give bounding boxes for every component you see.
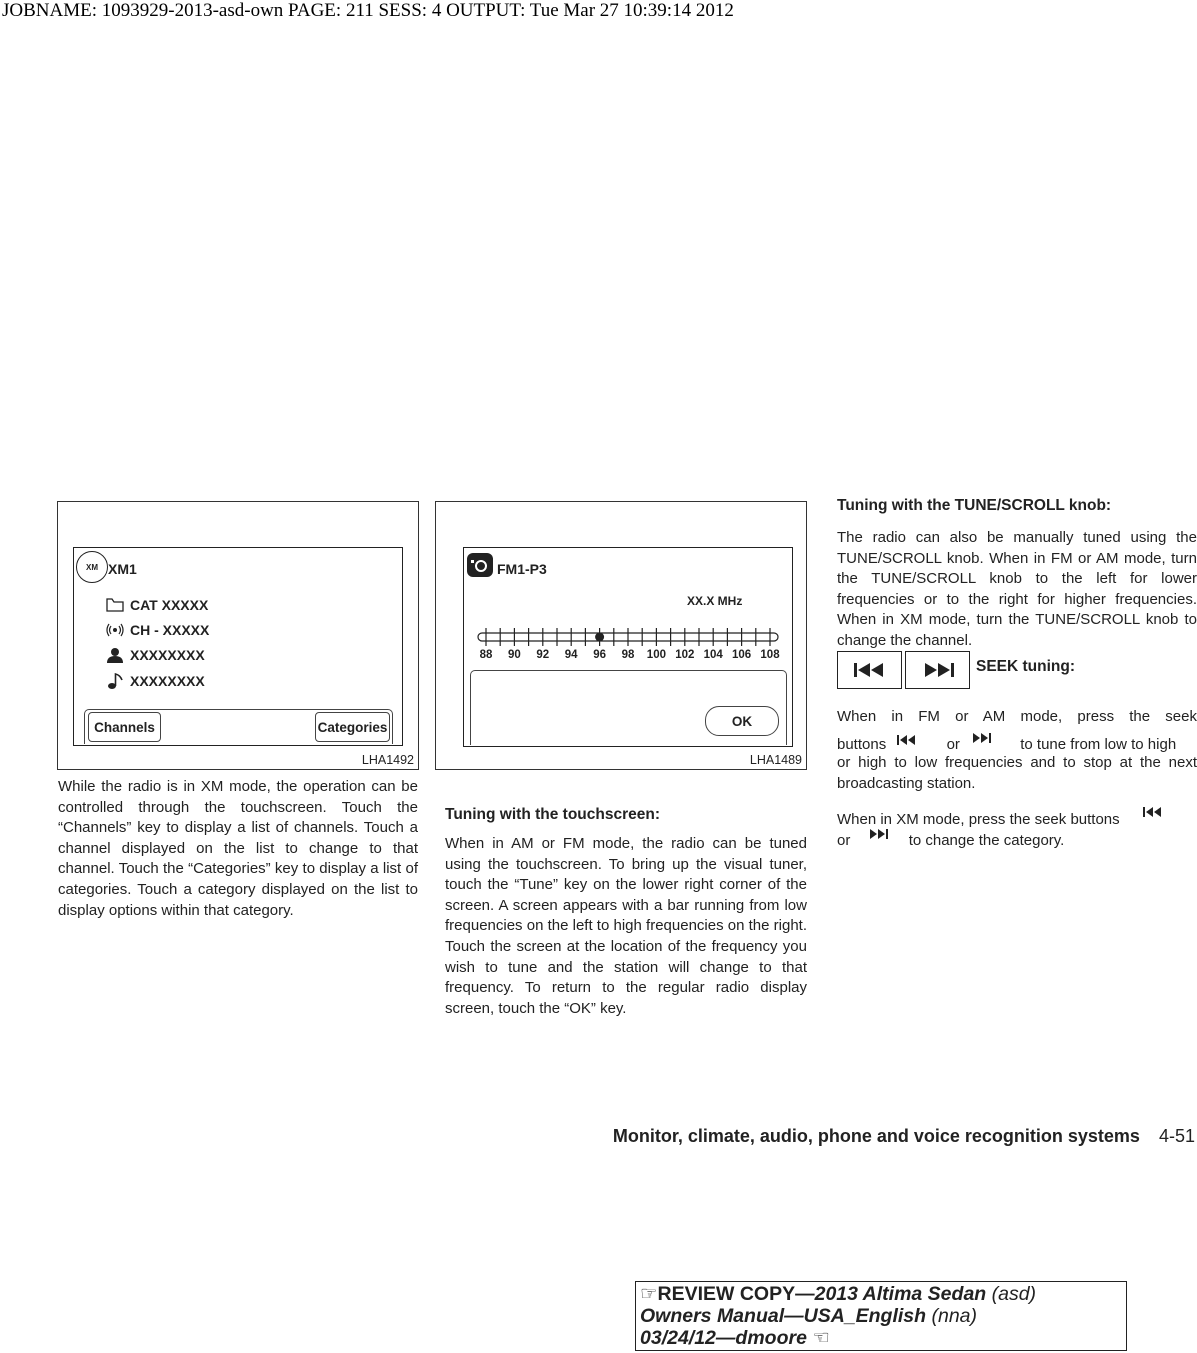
fm-band-title: FM1-P3 (497, 561, 547, 577)
xm-seek-text: or (837, 832, 851, 849)
page-footer (613, 1126, 1195, 1147)
review-copy-box (635, 1281, 1127, 1351)
xm-seek-text: When in XM mode, press the seek buttons (837, 811, 1120, 828)
frequency-label: 92 (536, 649, 550, 661)
xm-song-label: XXXXXXXX (130, 673, 205, 689)
frequency-label: 96 (593, 649, 606, 661)
figure-code: LHA1492 (361, 753, 414, 767)
manual-name: Owners Manual—USA_English (640, 1305, 927, 1327)
seek-forward-icon (970, 732, 992, 744)
xm-list-item[interactable] (106, 597, 208, 613)
frequency-scale[interactable] (476, 624, 780, 650)
xm-channel-label: CH - XXXXX (130, 622, 210, 638)
seek-back-icon (1142, 806, 1164, 818)
xm-band-title: XM1 (108, 561, 137, 577)
touchscreen-tuning-heading: Tuning with the touchscreen: (445, 806, 660, 823)
figure-code: LHA1489 (749, 753, 802, 767)
review-line-2 (640, 1305, 1126, 1327)
review-copy-label: REVIEW COPY— (657, 1283, 815, 1305)
frequency-label: 98 (621, 649, 635, 661)
xm-seek-line2 (837, 828, 1197, 852)
frequency-label: 94 (564, 649, 578, 661)
seek-back-icon (852, 662, 888, 678)
review-line-3 (640, 1327, 1126, 1349)
knob-tuning-heading: Tuning with the TUNE/SCROLL knob: (837, 497, 1112, 514)
seek-paragraph-rest: or high to low frequencies and to stop at the next broadcasting station. (837, 754, 1197, 792)
page-number: 4-51 (1158, 1126, 1195, 1146)
hand-icon: ☜ (812, 1327, 830, 1349)
vehicle-code: (asd) (991, 1283, 1037, 1305)
review-line-1 (640, 1283, 1126, 1305)
xm-seek-line1 (837, 806, 1197, 831)
frequency-marker[interactable] (595, 633, 604, 642)
person-icon (106, 647, 124, 663)
seek-forward-button[interactable] (905, 651, 970, 689)
frequency-label: 104 (703, 649, 723, 661)
review-date: 03/24/12—dmoore (640, 1327, 807, 1349)
section-title: Monitor, climate, audio, phone and voice recognition systems (612, 1126, 1140, 1146)
manual-code: (nna) (931, 1305, 978, 1327)
frequency-label: 106 (732, 649, 752, 661)
xm-category-label: CAT XXXXX (130, 597, 209, 613)
frequency-label: 108 (760, 649, 780, 661)
seek-text: to tune from low to high (1020, 736, 1177, 753)
knob-tuning-paragraph: The radio can also be manually tuned using the TUNE/SCROLL knob. When in FM or AM mode, turn the TUNE/SCROLL knob to the left for lower frequencies or to the right for higher frequencies. When in XM mode, turn the TUNE/SCROLL knob to change the channel. (837, 529, 1197, 649)
xm-logo-icon (76, 551, 108, 583)
seek-back-icon (896, 734, 918, 746)
xm-list-item[interactable] (106, 647, 205, 663)
seek-text: When in FM or AM mode, press the seek (837, 708, 1197, 725)
channels-button[interactable]: Channels (88, 712, 161, 742)
seek-forward-icon (920, 662, 956, 678)
seek-forward-icon (867, 828, 889, 840)
xm-seek-text: to change the category. (908, 832, 1065, 849)
radio-icon (466, 551, 494, 579)
folder-icon (106, 598, 124, 612)
xm-screen-display (73, 547, 403, 746)
job-header: JOBNAME: 1093929-2013-asd-own PAGE: 211 SESS: 4 OUTPUT: Tue Mar 27 10:39:14 2012 (2, 0, 734, 21)
figure-fm-tuner (435, 501, 807, 770)
xm-mode-paragraph: While the radio is in XM mode, the operation can be controlled through the touchscreen. Touch the “Channels” key to display a list of channels. Touch a channel displayed on the list to change to that channel. Touch the “Categories” key to display a list of categories. Touch a category displayed on the list to display options within that category. (58, 778, 418, 919)
ok-button[interactable]: OK (705, 706, 779, 736)
figure-xm-screen (57, 501, 419, 770)
pointing-hand-icon: ☞ (640, 1283, 658, 1305)
xm-list-item[interactable] (106, 672, 205, 690)
seek-back-button[interactable] (837, 651, 902, 689)
seek-text: buttons (837, 736, 887, 753)
vehicle-name: 2013 Altima Sedan (814, 1283, 987, 1305)
frequency-scale-labels (464, 649, 792, 665)
frequency-readout: XX.X MHz (687, 594, 743, 608)
broadcast-icon (106, 622, 124, 638)
categories-button[interactable]: Categories (315, 712, 390, 742)
xm-logo-text: XM (86, 562, 98, 572)
frequency-label: 100 (646, 649, 666, 661)
frequency-label: 90 (507, 649, 521, 661)
touchscreen-tuning-paragraph: When in AM or FM mode, the radio can be tuned using the touchscreen. To bring up the visual tuner, touch the “Tune” key on the lower right corner of the screen. A screen appears with a bar running from low frequencies on the left to high frequencies on the right. Touch the screen at the location of the frequency you wish to tune and the station will change to that frequency. To return to the regular radio display screen, touch the “OK” key. (445, 835, 807, 1017)
seek-text: or (946, 736, 960, 753)
xm-list-item[interactable] (106, 622, 209, 638)
seek-tuning-heading: SEEK tuning: (976, 658, 1076, 675)
fm-screen-display (463, 547, 793, 747)
music-note-icon (106, 672, 124, 690)
frequency-label: 88 (479, 649, 493, 661)
xm-artist-label: XXXXXXXX (130, 647, 205, 663)
frequency-label: 102 (675, 649, 695, 661)
seek-paragraph-line1 (837, 707, 1197, 728)
